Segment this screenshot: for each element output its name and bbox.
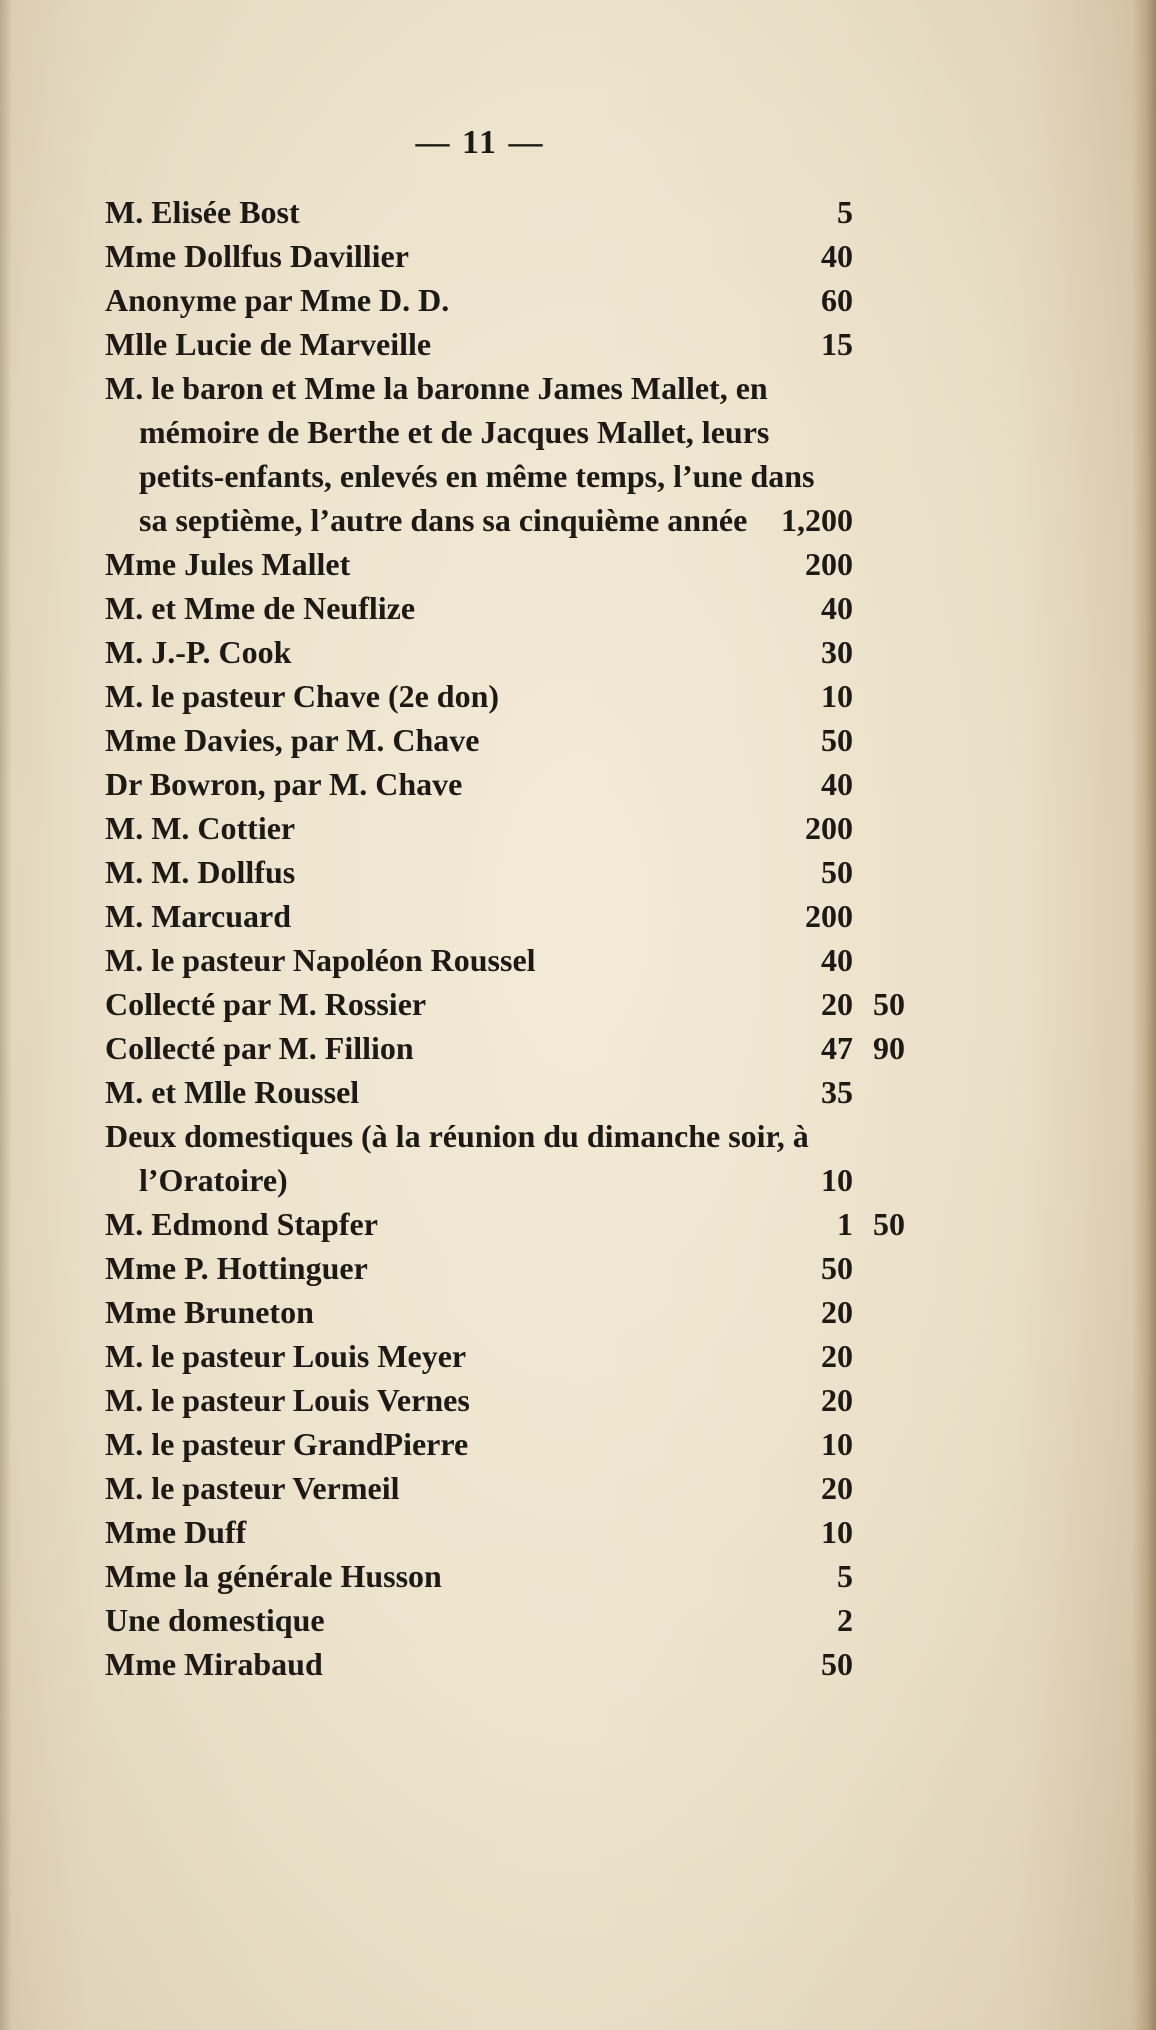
donor-name: Mme Bruneton xyxy=(105,1294,314,1330)
amount-francs: 47 xyxy=(821,1030,853,1066)
donor-name: Collecté par M. Rossier xyxy=(105,986,427,1022)
donor-name: Anonyme par Mme D. D. xyxy=(105,282,450,318)
donor-name: M. le baron et Mme la baronne James Mallet, en mémoire de Berthe et de Jacques Mallet, leurs petits-enfants, enlevés en même temps, l’une dans sa septième, l’autre dans sa cinquième année xyxy=(105,370,815,538)
donor-name: Mme Jules Mallet xyxy=(105,546,351,582)
donor-name: M. le pasteur Chave (2e don) xyxy=(105,678,500,714)
donor-name: M. le pasteur GrandPierre xyxy=(105,1426,469,1462)
donation-entry xyxy=(105,542,925,586)
donor-name: M. M. Cottier xyxy=(105,810,296,846)
donor-name: Mme Duff xyxy=(105,1514,247,1550)
donation-entry xyxy=(105,234,925,278)
donor-name: M. Elisée Bost xyxy=(105,194,300,230)
donor-name: Collecté par M. Fillion xyxy=(105,1030,414,1066)
donation-entry xyxy=(105,674,925,718)
donation-entry xyxy=(105,850,925,894)
amount-francs: 30 xyxy=(821,634,853,670)
amount-francs: 40 xyxy=(821,942,853,978)
amount-francs: 200 xyxy=(805,546,853,582)
amount-francs: 50 xyxy=(821,722,853,758)
donor-name: Mme la générale Husson xyxy=(105,1558,442,1594)
donation-entry xyxy=(105,1070,925,1114)
donation-entry xyxy=(105,1246,925,1290)
amount-francs: 10 xyxy=(821,1514,853,1550)
donation-entry xyxy=(105,938,925,982)
donation-entry xyxy=(105,806,925,850)
donation-entry xyxy=(105,1114,925,1202)
donor-name: M. et Mlle Roussel xyxy=(105,1074,360,1110)
donor-name: M. Edmond Stapfer xyxy=(105,1206,378,1242)
amount-francs: 10 xyxy=(821,1426,853,1462)
amount-francs: 1 xyxy=(837,1206,853,1242)
donor-name: M. le pasteur Louis Meyer xyxy=(105,1338,467,1374)
amount-francs: 200 xyxy=(805,810,853,846)
donor-name: M. et Mme de Neuflize xyxy=(105,590,416,626)
donor-name: Mme P. Hottinguer xyxy=(105,1250,368,1286)
donation-entry xyxy=(105,1334,925,1378)
donation-entry xyxy=(105,366,925,542)
donation-entry xyxy=(105,586,925,630)
amount-francs: 40 xyxy=(821,590,853,626)
amount-francs: 1,200 xyxy=(781,502,853,538)
donation-entry xyxy=(105,1642,925,1686)
amount-francs: 200 xyxy=(805,898,853,934)
paper-right-edge xyxy=(1132,0,1156,2030)
donor-name: Mme Dollfus Davillier xyxy=(105,238,409,274)
donation-entry xyxy=(105,278,925,322)
amount-francs: 2 xyxy=(837,1602,853,1638)
donation-entry xyxy=(105,190,925,234)
amount-francs: 20 xyxy=(821,1382,853,1418)
donor-name: Mme Mirabaud xyxy=(105,1646,323,1682)
amount-francs: 20 xyxy=(821,1338,853,1374)
amount-francs: 60 xyxy=(821,282,853,318)
amount-francs: 5 xyxy=(837,194,853,230)
amount-francs: 10 xyxy=(821,1162,853,1198)
donor-name: M. le pasteur Napoléon Roussel xyxy=(105,942,536,978)
amount-francs: 35 xyxy=(821,1074,853,1110)
donation-entry xyxy=(105,1510,925,1554)
donation-entry xyxy=(105,1290,925,1334)
amount-francs: 20 xyxy=(821,1470,853,1506)
donor-name: Une domestique xyxy=(105,1602,325,1638)
donor-name: Mme Davies, par M. Chave xyxy=(105,722,480,758)
donation-entry xyxy=(105,1598,925,1642)
donation-entry xyxy=(105,630,925,674)
donor-name: Dr Bowron, par M. Chave xyxy=(105,766,463,802)
donation-entry xyxy=(105,762,925,806)
donation-entry xyxy=(105,1378,925,1422)
amount-francs: 20 xyxy=(821,1294,853,1330)
donation-entry xyxy=(105,1026,925,1070)
donor-name: Mlle Lucie de Marveille xyxy=(105,326,432,362)
donation-entry xyxy=(105,718,925,762)
page-number: — 11 — xyxy=(415,124,545,161)
donation-entry xyxy=(105,1422,925,1466)
amount-francs: 50 xyxy=(821,1646,853,1682)
amount-francs: 20 xyxy=(821,986,853,1022)
donor-name: M. le pasteur Louis Vernes xyxy=(105,1382,470,1418)
amount-francs: 15 xyxy=(821,326,853,362)
donation-entry xyxy=(105,1202,925,1246)
paper-left-edge xyxy=(0,0,12,2030)
donation-entry xyxy=(105,894,925,938)
amount-centimes: 90 xyxy=(873,1030,905,1066)
donation-entry xyxy=(105,1554,925,1598)
donor-name: M. M. Dollfus xyxy=(105,854,296,890)
donor-name: Deux domestiques (à la réunion du dimanche soir, à l’Oratoire) xyxy=(105,1118,809,1198)
donor-name: M. J.-P. Cook xyxy=(105,634,292,670)
amount-francs: 50 xyxy=(821,1250,853,1286)
donation-entry xyxy=(105,1466,925,1510)
donation-list xyxy=(105,190,925,1686)
donation-entry xyxy=(105,322,925,366)
amount-francs: 50 xyxy=(821,854,853,890)
amount-francs: 40 xyxy=(821,238,853,274)
amount-francs: 10 xyxy=(821,678,853,714)
amount-centimes: 50 xyxy=(873,1206,905,1242)
amount-francs: 40 xyxy=(821,766,853,802)
donor-name: M. Marcuard xyxy=(105,898,292,934)
amount-centimes: 50 xyxy=(873,986,905,1022)
amount-francs: 5 xyxy=(837,1558,853,1594)
donor-name: M. le pasteur Vermeil xyxy=(105,1470,400,1506)
donation-entry xyxy=(105,982,925,1026)
